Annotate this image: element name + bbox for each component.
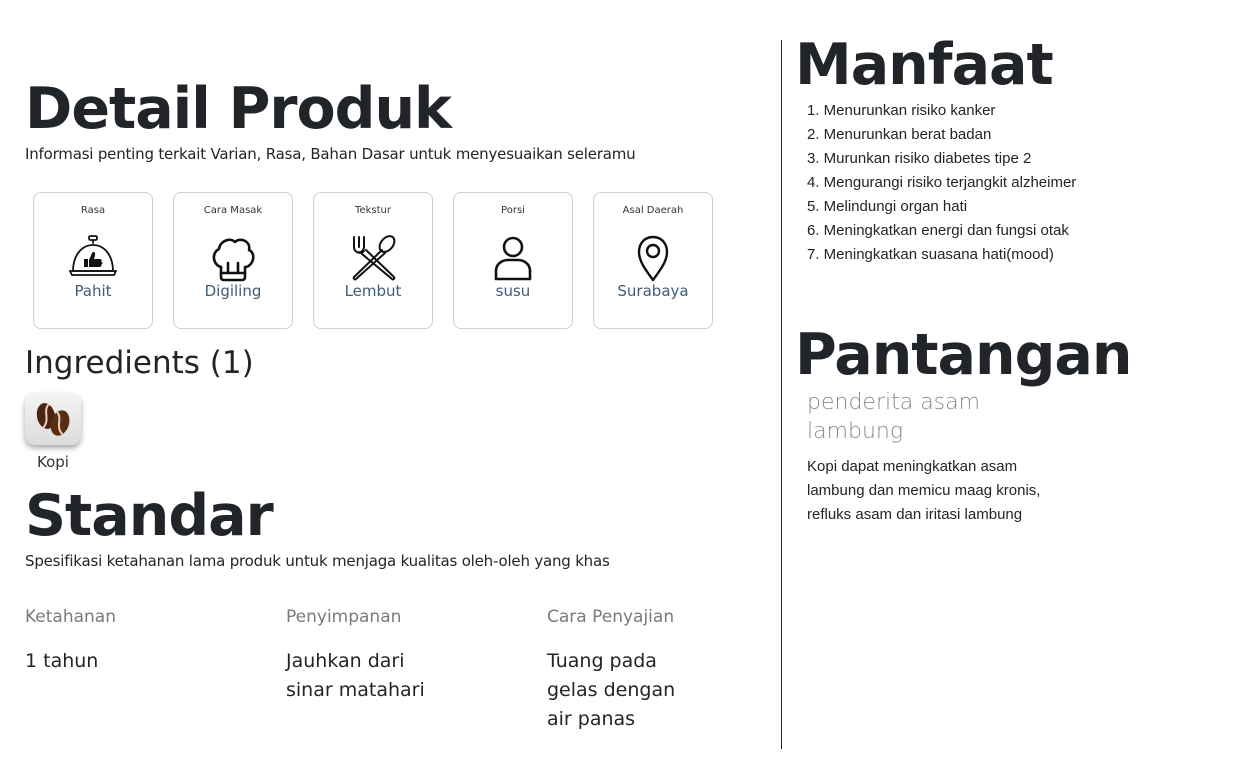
spec-label: Cara Penyajian xyxy=(547,607,675,627)
pantangan-subtitle: penderita asam lambung xyxy=(807,390,981,444)
card-value: Lembut xyxy=(344,282,402,300)
ingredient-item[interactable] xyxy=(25,393,81,471)
spec-value: Jauhkan dari sinar matahari xyxy=(286,650,425,701)
list-item: 6. Meningkatkan energi dan fungsi otak xyxy=(807,222,1069,239)
ingredients-title: Ingredients (1) xyxy=(25,345,254,381)
card-value: susu xyxy=(495,282,531,300)
detail-card-rasa xyxy=(33,192,153,329)
spec-cara-penyajian xyxy=(547,607,697,734)
list-item: 3. Murunkan risiko diabetes tipe 2 xyxy=(807,150,1032,167)
spec-value: Tuang pada gelas dengan air panas xyxy=(547,650,676,730)
standar-subtitle: Spesifikasi ketahanan lama produk untuk menjaga kualitas oleh-oleh yang khas xyxy=(25,552,610,570)
spec-label: Ketahanan xyxy=(25,607,117,627)
list-item: 2. Menurunkan berat badan xyxy=(807,126,992,143)
column-divider xyxy=(781,40,782,749)
card-label: Porsi xyxy=(501,205,525,216)
detail-cards xyxy=(33,192,713,329)
detail-card-tekstur xyxy=(313,192,433,329)
list-item: 7. Meningkatkan suasana hati(mood) xyxy=(807,246,1054,263)
page-title: Detail Produk xyxy=(25,76,451,142)
detail-card-cara-masak xyxy=(173,192,293,329)
card-label: Rasa xyxy=(80,205,106,216)
spec-ketahanan xyxy=(25,607,225,676)
list-item: 5. Melindungi organ hati xyxy=(807,198,968,215)
map-pin-icon xyxy=(628,233,678,283)
product-detail-section xyxy=(25,0,765,758)
cloche-thumbs-up-icon xyxy=(68,233,118,283)
manfaat-list xyxy=(807,99,1077,267)
chef-hat-icon xyxy=(208,233,258,283)
manfaat-title: Manfaat xyxy=(795,32,1053,98)
pantangan-title: Pantangan xyxy=(795,322,1132,388)
benefits-section xyxy=(795,0,1235,758)
spec-value: 1 tahun xyxy=(25,650,99,672)
person-icon xyxy=(488,233,538,283)
card-label: Asal Daerah xyxy=(622,205,684,216)
card-value: Digiling xyxy=(204,282,262,300)
card-label: Tekstur xyxy=(355,205,391,216)
list-item: 4. Mengurangi risiko terjangkit alzheimer xyxy=(807,174,1077,191)
detail-card-asal-daerah xyxy=(593,192,713,329)
spec-penyimpanan xyxy=(286,607,446,705)
list-item: 1. Menurunkan risiko kanker xyxy=(807,102,996,119)
card-value: Pahit xyxy=(74,282,112,300)
standar-title: Standar xyxy=(25,483,273,549)
coffee-beans-icon xyxy=(25,393,81,445)
pantangan-description: Kopi dapat meningkatkan asam lambung dan memicu maag kronis, refluks asam dan iritasi lambung xyxy=(807,458,1041,523)
card-label: Cara Masak xyxy=(203,205,263,216)
card-value: Surabaya xyxy=(617,282,689,300)
fork-spoon-icon xyxy=(348,233,398,283)
spec-label: Penyimpanan xyxy=(286,607,402,627)
detail-card-porsi xyxy=(453,192,573,329)
page-subtitle: Informasi penting terkait Varian, Rasa, Bahan Dasar untuk menyesuaikan seleramu xyxy=(25,145,636,163)
ingredient-label: Kopi xyxy=(37,453,69,471)
